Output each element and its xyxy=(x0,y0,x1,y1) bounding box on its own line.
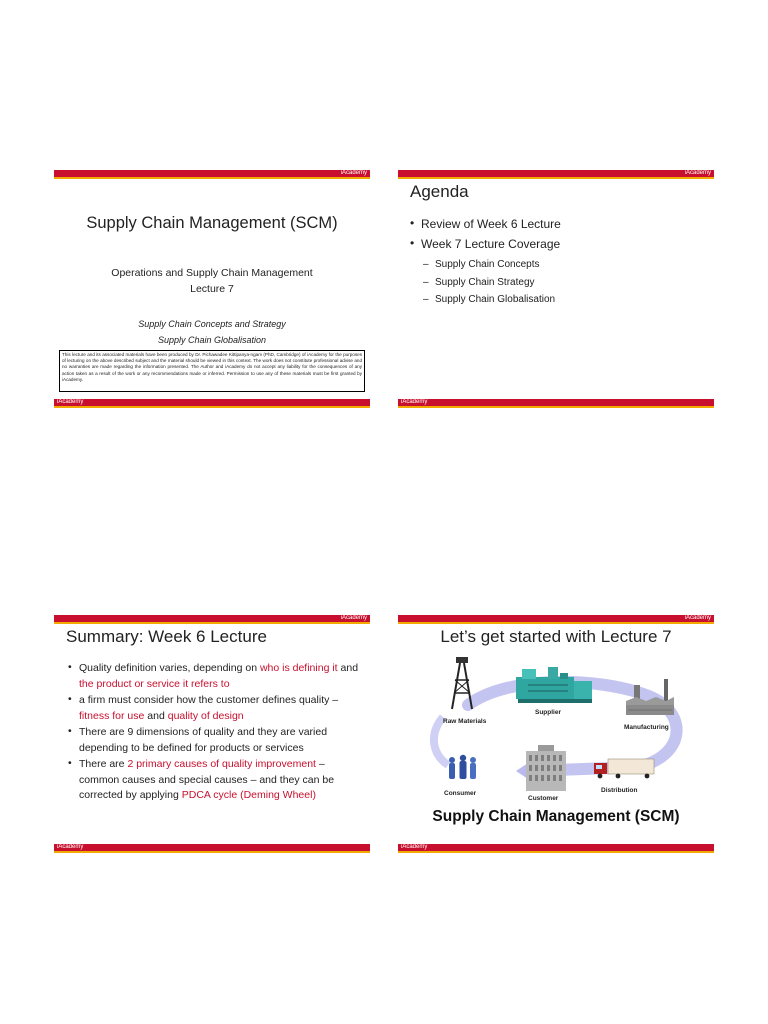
delivery-truck-icon xyxy=(594,759,654,778)
top-bar xyxy=(54,170,370,177)
brand-label: iAcademy xyxy=(57,844,84,850)
list-item xyxy=(66,757,360,804)
highlight-text: fitness for use xyxy=(79,709,145,722)
customer-building-icon xyxy=(526,745,566,791)
highlight-text: the product or service it refers to xyxy=(79,677,230,690)
brand-label: iAcademy xyxy=(401,399,428,405)
slide-heading: Agenda xyxy=(410,182,469,201)
bottom-bar xyxy=(398,844,714,851)
top-bar xyxy=(54,615,370,622)
list-item xyxy=(66,693,360,724)
brand-label: iAcademy xyxy=(340,615,367,621)
brand-label: iAcademy xyxy=(684,170,711,176)
bottom-bar xyxy=(398,399,714,406)
text-run: – common causes and special causes – and they can be corrected by applying xyxy=(79,758,335,801)
highlight-text: quality of design xyxy=(167,709,244,722)
topic-line: Supply Chain Globalisation xyxy=(157,335,267,345)
label-manufacturing: Manufacturing xyxy=(624,724,669,731)
diagram-caption: Supply Chain Management (SCM) xyxy=(432,808,680,825)
label-supplier: Supplier xyxy=(535,709,562,716)
text-run: and xyxy=(144,709,168,722)
slide-scm-diagram xyxy=(398,615,714,851)
topic-line: Supply Chain Concepts and Strategy xyxy=(138,319,286,329)
sub-list-item: – Supply Chain Globalisation xyxy=(421,291,561,309)
supply-chain-diagram xyxy=(398,655,714,805)
slide-summary xyxy=(54,615,370,851)
label-consumer: Consumer xyxy=(444,790,477,797)
brand-label: iAcademy xyxy=(684,615,711,621)
subtitle-line: Operations and Supply Chain Management xyxy=(111,267,313,279)
slide-heading: Supply Chain Management (SCM) xyxy=(86,214,338,232)
top-bar xyxy=(398,170,714,177)
text-run: a firm must consider how the customer defines quality – xyxy=(79,694,339,706)
summary-list xyxy=(66,661,360,805)
highlight-text: 2 primary causes of quality improvement xyxy=(127,758,316,770)
label-raw-materials: Raw Materials xyxy=(443,718,487,725)
slide-topics xyxy=(54,316,370,348)
text-run: There are xyxy=(79,758,128,770)
highlight-text: who is defining it xyxy=(259,662,338,674)
subtitle-line: Lecture 7 xyxy=(190,283,234,295)
brand-label: iAcademy xyxy=(340,170,367,176)
text-run: There are 9 dimensions of quality and they are varied depending to be defined for products or services xyxy=(79,726,328,754)
list-item xyxy=(408,234,561,309)
top-bar xyxy=(398,615,714,622)
sub-list-item: – Supply Chain Concepts xyxy=(421,256,561,274)
slide-heading: Summary: Week 6 Lecture xyxy=(66,627,267,646)
agenda-list xyxy=(408,214,561,309)
label-customer: Customer xyxy=(528,795,559,802)
slide-heading: Let’s get started with Lecture 7 xyxy=(440,627,672,646)
bottom-bar xyxy=(54,844,370,851)
slide-title xyxy=(54,170,370,406)
slide-agenda xyxy=(398,170,714,406)
supplier-factory-icon xyxy=(516,667,592,703)
list-item-text: Week 7 Lecture Coverage xyxy=(421,237,561,251)
disclaimer-box: This lecture and its associated materials have been produced by Dr. Pichawadee Kittipanya-ngam (PhD, Cambridge) of iAcademy for the purposes of lecturing on the above described subject and the material should be viewed in this context. The work does not constitute professional advise and no warranties are made regarding the information presented. The Author and iAcademy do not accept any liability for the consequences of any action taken as a result of the work or any recommendations made or inferred. Permission to use any of these materials must be first granted by iAcademy. xyxy=(59,350,365,392)
list-item xyxy=(66,661,360,692)
list-item xyxy=(66,725,360,756)
brand-label: iAcademy xyxy=(401,844,428,850)
brand-label: iAcademy xyxy=(57,399,84,405)
highlight-text: PDCA cycle (Deming Wheel) xyxy=(181,789,316,801)
sub-list xyxy=(421,256,561,309)
list-item xyxy=(408,214,561,234)
bottom-bar xyxy=(54,399,370,406)
list-item-text: Review of Week 6 Lecture xyxy=(421,217,561,231)
slide-subtitle xyxy=(54,265,370,297)
label-distribution: Distribution xyxy=(601,787,638,794)
sub-list-item: – Supply Chain Strategy xyxy=(421,274,561,292)
consumer-people-icon xyxy=(449,755,476,779)
text-run: and xyxy=(337,662,359,674)
text-run: Quality definition varies, depending on xyxy=(79,662,260,674)
